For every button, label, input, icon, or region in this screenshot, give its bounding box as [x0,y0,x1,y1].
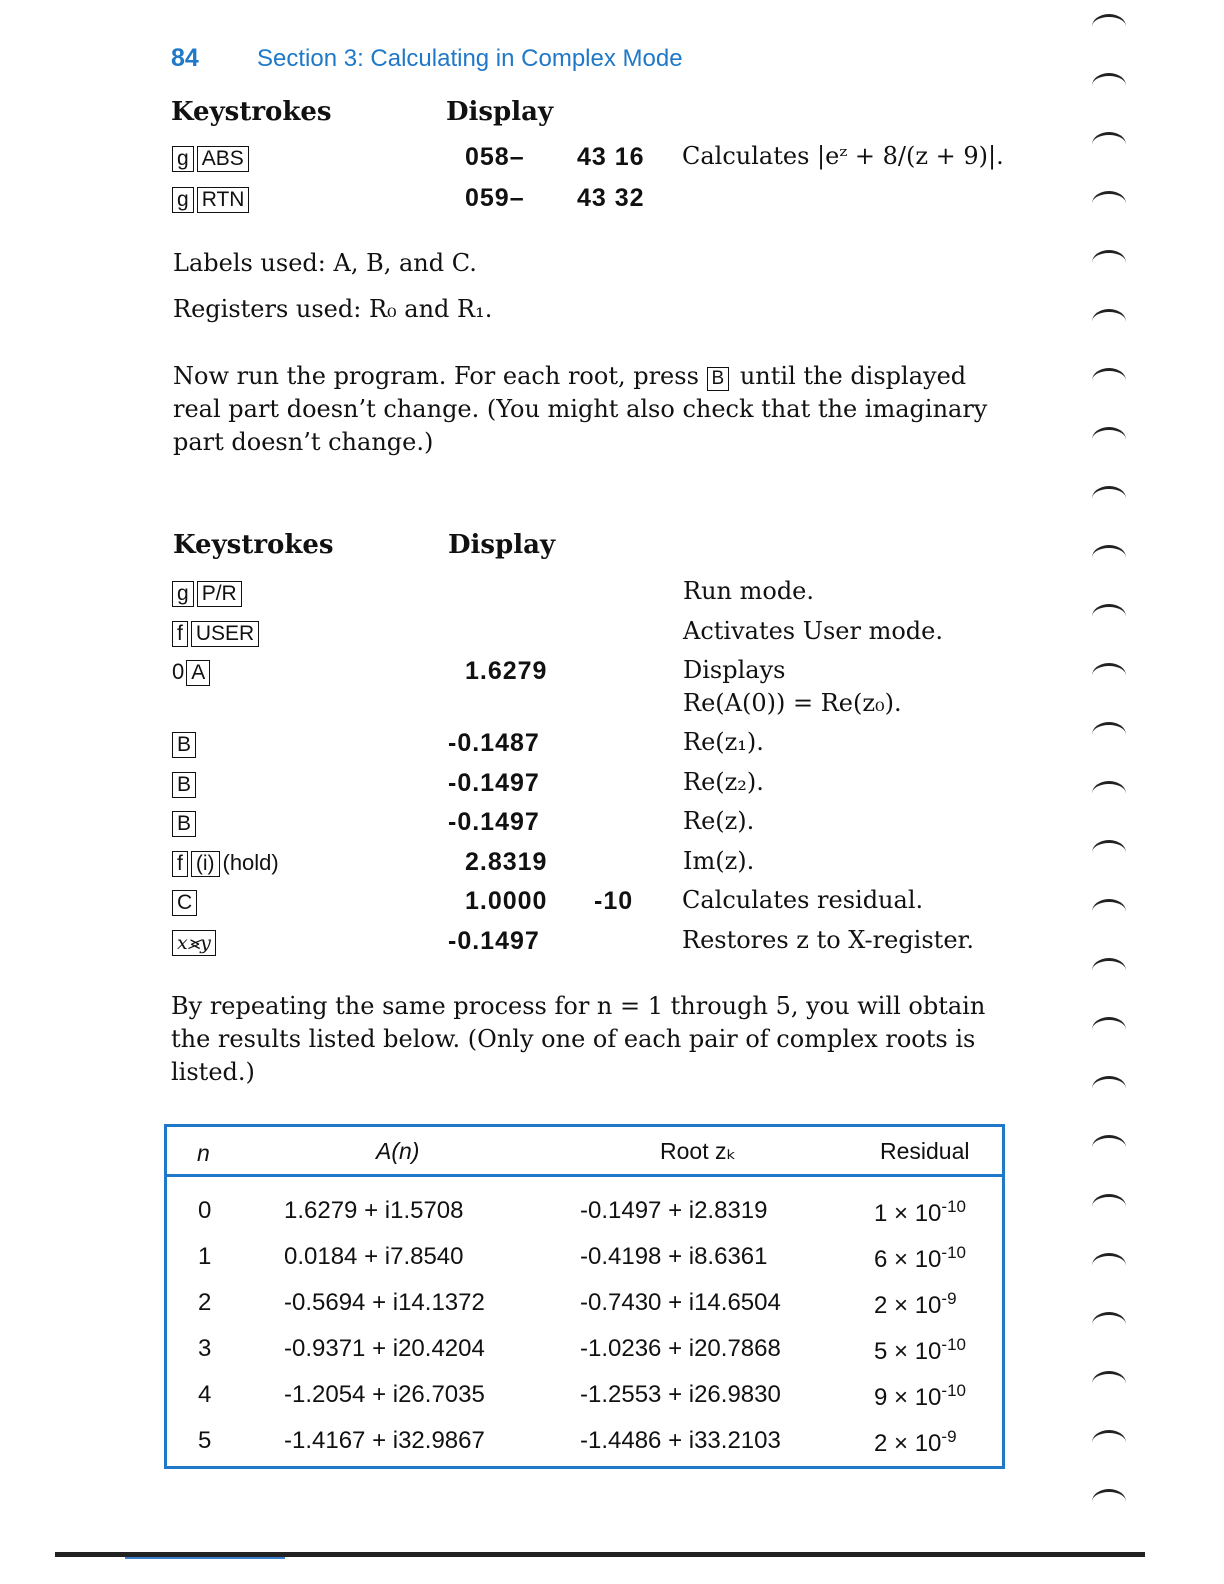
residual-base: 6 × 10 [874,1246,942,1273]
spiral-ring [1092,1076,1126,1101]
run-display: 1.6279 [465,657,548,685]
run-row-keys [172,620,262,647]
residual-exponent: -9 [941,1427,957,1446]
instructions-text: until the displayed real part doesn’t change. (You might also check that the imaginary part doesn’t change.) [173,362,988,456]
keystrokes-heading: Keystrokes [171,97,332,127]
spiral-ring [1092,132,1126,157]
run-display: -0.1497 [448,769,540,797]
run-display: 2.8319 [465,848,548,876]
spiral-ring [1092,1017,1126,1042]
key-g: g [172,146,194,172]
spiral-ring [1092,309,1126,334]
listing-code: 43 16 [577,143,645,171]
key-g: g [172,187,194,213]
residual-exponent: -10 [941,1197,966,1216]
registers-used: Registers used: R₀ and R₁. [173,295,493,323]
spiral-ring [1092,368,1126,393]
run-display-exponent: -10 [594,887,634,915]
key-b: B [172,811,196,837]
cell-a-n: 1.6279 + i1.5708 [284,1197,464,1224]
run-desc: Re(z₁). [683,728,764,756]
run-desc: Restores z to X-register. [682,926,974,954]
residual-exponent: -10 [941,1335,966,1354]
listing-code: 43 32 [577,184,645,212]
cell-residual [874,1427,957,1458]
residual-exponent: -9 [941,1289,957,1308]
spiral-ring [1092,1371,1126,1396]
page-number: 84 [171,44,199,72]
cell-n: 3 [198,1335,212,1362]
spiral-ring [1092,486,1126,511]
display-heading: Display [446,97,554,127]
spiral-ring [1092,1430,1126,1455]
cell-a-n: -0.5694 + i14.1372 [284,1289,485,1316]
cell-residual [874,1243,966,1274]
conclusion-paragraph: By repeating the same process for n = 1 through 5, you will obtain the results listed below. (Only one of each pair of complex roots is listed.) [171,992,986,1086]
residual-base: 5 × 10 [874,1338,942,1365]
run-display: -0.1497 [448,808,540,836]
cell-residual [874,1197,966,1228]
run-desc: Activates User mode. [683,617,944,645]
key-user: USER [191,621,259,647]
spiral-ring [1092,899,1126,924]
spiral-ring [1092,427,1126,452]
run-display: -0.1487 [448,729,540,757]
residual-exponent: -10 [941,1243,966,1262]
cell-residual [874,1335,966,1366]
spiral-ring [1092,1194,1126,1219]
listing-row-keys [172,186,252,213]
cell-root: -1.0236 + i20.7868 [580,1335,781,1362]
spiral-ring [1092,73,1126,98]
section-title: Section 3: Calculating in Complex Mode [257,45,683,72]
residual-exponent: -10 [941,1381,966,1400]
run-keystrokes-heading: Keystrokes [173,530,334,560]
cell-a-n: 0.0184 + i7.8540 [284,1243,464,1270]
run-row-keys [172,771,199,798]
key-x-swap-y: x⪤y [172,930,216,956]
spiral-ring [1092,958,1126,983]
header-a-n: A(n) [376,1138,420,1164]
key-b: B [172,732,196,758]
cell-residual [874,1289,957,1320]
key-g: g [172,581,194,607]
spiral-ring [1092,1489,1126,1514]
header-residual: Residual [880,1138,970,1164]
run-display-heading: Display [448,530,556,560]
spiral-ring [1092,722,1126,747]
listing-step: 059– [465,184,525,212]
run-display: 1.0000 [465,887,548,915]
digit-zero: 0 [172,659,185,684]
run-row-keys [172,810,199,837]
spiral-ring [1092,14,1126,39]
cell-n: 4 [198,1381,212,1408]
cell-root: -0.4198 + i8.6361 [580,1243,768,1270]
bottom-accent-line [125,1557,285,1559]
residual-base: 1 × 10 [874,1200,942,1227]
run-desc: Run mode. [683,577,815,605]
cell-root: -0.1497 + i2.8319 [580,1197,768,1224]
residual-base: 2 × 10 [874,1292,942,1319]
run-desc: Re(z₂). [683,768,764,796]
spiral-ring [1092,250,1126,275]
header-root: Root zₖ [660,1138,737,1164]
key-b: B [707,367,730,391]
listing-row-keys [172,145,252,172]
run-desc: Im(z). [683,847,755,875]
listing-desc: Calculates |eᶻ + 8/(z + 9)|. [682,142,1004,170]
cell-n: 2 [198,1289,212,1316]
key-c: C [172,890,197,916]
spiral-ring [1092,604,1126,629]
spiral-ring [1092,1135,1126,1160]
cell-n: 0 [198,1197,212,1224]
key-i: (i) [191,851,220,877]
key-pr: P/R [197,581,242,607]
key-abs: ABS [197,146,249,172]
spiral-ring [1092,840,1126,865]
run-row-keys [172,850,279,877]
labels-used: Labels used: A, B, and C. [173,249,477,277]
run-desc: Calculates residual. [682,886,924,914]
cell-residual [874,1381,966,1412]
cell-a-n: -1.2054 + i26.7035 [284,1381,485,1408]
run-desc: Re(z). [683,807,755,835]
run-desc: Displays [683,656,786,684]
run-row-keys [172,889,200,916]
key-f: f [172,851,188,877]
spiral-ring [1092,1312,1126,1337]
spiral-ring [1092,781,1126,806]
cell-a-n: -0.9371 + i20.4204 [284,1335,485,1362]
spiral-ring [1092,191,1126,216]
instructions-paragraph [173,360,1018,459]
key-b: B [172,772,196,798]
cell-root: -1.4486 + i33.2103 [580,1427,781,1454]
table-header-divider [164,1174,1005,1177]
spiral-ring [1092,663,1126,688]
hold-note: (hold) [222,850,279,875]
residual-base: 9 × 10 [874,1384,942,1411]
instructions-text: Now run the program. For each root, press [173,362,707,390]
spiral-ring [1092,1253,1126,1278]
run-row-keys [172,929,219,956]
run-row-keys [172,659,213,686]
cell-n: 5 [198,1427,212,1454]
key-a: A [186,660,210,686]
cell-root: -1.2553 + i26.9830 [580,1381,781,1408]
cell-a-n: -1.4167 + i32.9867 [284,1427,485,1454]
cell-root: -0.7430 + i14.6504 [580,1289,781,1316]
key-rtn: RTN [197,187,250,213]
key-f: f [172,621,188,647]
listing-step: 058– [465,143,525,171]
spiral-ring [1092,545,1126,570]
cell-n: 1 [198,1243,212,1270]
run-desc-continued: Re(A(0)) = Re(z₀). [683,689,902,717]
run-display: -0.1497 [448,927,540,955]
run-row-keys [172,731,199,758]
run-row-keys [172,580,245,607]
header-n: n [197,1140,210,1166]
residual-base: 2 × 10 [874,1430,942,1457]
